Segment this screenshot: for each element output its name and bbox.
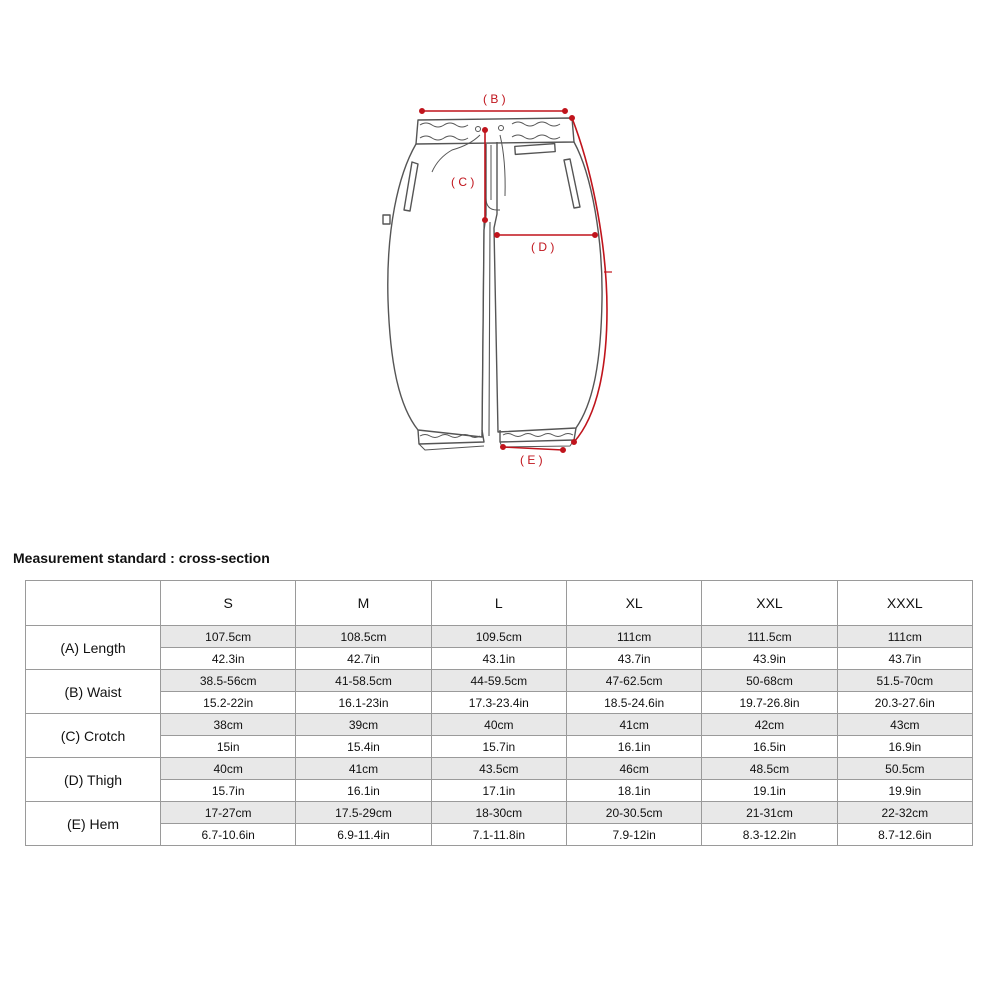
- cell-in: 7.9-12in: [566, 824, 701, 846]
- cell-in: 15.7in: [161, 780, 296, 802]
- cell-in: 16.9in: [837, 736, 972, 758]
- coin-pocket: [515, 144, 555, 155]
- cell-cm: 38.5-56cm: [161, 670, 296, 692]
- cell-in: 19.7-26.8in: [702, 692, 837, 714]
- cell-in: 43.7in: [566, 648, 701, 670]
- cell-cm: 109.5cm: [431, 626, 566, 648]
- cell-in: 43.9in: [702, 648, 837, 670]
- cell-cm: 50-68cm: [702, 670, 837, 692]
- cell-cm: 41-58.5cm: [296, 670, 431, 692]
- cell-in: 20.3-27.6in: [837, 692, 972, 714]
- cell-in: 15.7in: [431, 736, 566, 758]
- table-row: [26, 692, 973, 714]
- cell-in: 16.1-23in: [296, 692, 431, 714]
- corner-cell: [26, 581, 161, 626]
- cell-in: 19.9in: [837, 780, 972, 802]
- cell-cm: 111cm: [837, 626, 972, 648]
- cell-in: 8.3-12.2in: [702, 824, 837, 846]
- cell-in: 19.1in: [702, 780, 837, 802]
- pants-outline: [383, 118, 602, 450]
- table-row: [26, 714, 973, 736]
- right-leg: [494, 142, 602, 432]
- left-side-pocket: [404, 162, 418, 211]
- row-label-length: (A) Length: [26, 626, 161, 670]
- table-row: [26, 626, 973, 648]
- size-chart-table: [25, 580, 973, 846]
- measurement-caption: Measurement standard : cross-section: [13, 550, 270, 566]
- cell-in: 7.1-11.8in: [431, 824, 566, 846]
- cell-cm: 44-59.5cm: [431, 670, 566, 692]
- cell-cm: 17-27cm: [161, 802, 296, 824]
- cell-cm: 22-32cm: [837, 802, 972, 824]
- cell-cm: 40cm: [431, 714, 566, 736]
- row-label-hem: (E) Hem: [26, 802, 161, 846]
- cell-in: 42.7in: [296, 648, 431, 670]
- row-label-crotch: (C) Crotch: [26, 714, 161, 758]
- table-row: [26, 736, 973, 758]
- measurement-lines: [420, 109, 612, 452]
- cell-cm: 50.5cm: [837, 758, 972, 780]
- cell-in: 16.5in: [702, 736, 837, 758]
- table-row: [26, 648, 973, 670]
- right-side-pocket: [564, 159, 580, 208]
- cell-cm: 111cm: [566, 626, 701, 648]
- cell-cm: 107.5cm: [161, 626, 296, 648]
- table-row: [26, 824, 973, 846]
- cell-in: 43.1in: [431, 648, 566, 670]
- cell-in: 15.2-22in: [161, 692, 296, 714]
- drawstring: [432, 135, 480, 172]
- size-header-row: [26, 581, 973, 626]
- label-e: ( E ): [520, 453, 543, 467]
- table-row: [26, 758, 973, 780]
- cell-in: 15.4in: [296, 736, 431, 758]
- cell-cm: 21-31cm: [702, 802, 837, 824]
- cell-cm: 41cm: [566, 714, 701, 736]
- cell-in: 18.5-24.6in: [566, 692, 701, 714]
- cell-in: 17.3-23.4in: [431, 692, 566, 714]
- cell-in: 8.7-12.6in: [837, 824, 972, 846]
- cell-cm: 18-30cm: [431, 802, 566, 824]
- cell-in: 43.7in: [837, 648, 972, 670]
- size-header: XXL: [702, 581, 837, 626]
- label-c: ( C ): [451, 175, 475, 189]
- cell-in: 15in: [161, 736, 296, 758]
- label-d: ( D ): [531, 240, 555, 254]
- cell-in: 18.1in: [566, 780, 701, 802]
- cell-cm: 39cm: [296, 714, 431, 736]
- cell-cm: 38cm: [161, 714, 296, 736]
- cell-in: 17.1in: [431, 780, 566, 802]
- cell-cm: 47-62.5cm: [566, 670, 701, 692]
- row-label-thigh: (D) Thigh: [26, 758, 161, 802]
- label-b: ( B ): [483, 92, 506, 106]
- cell-cm: 43.5cm: [431, 758, 566, 780]
- size-header: XXXL: [837, 581, 972, 626]
- size-header: XL: [566, 581, 701, 626]
- row-label-waist: (B) Waist: [26, 670, 161, 714]
- cell-cm: 43cm: [837, 714, 972, 736]
- cell-cm: 41cm: [296, 758, 431, 780]
- cell-cm: 40cm: [161, 758, 296, 780]
- cell-in: 6.7-10.6in: [161, 824, 296, 846]
- cell-in: 16.1in: [566, 736, 701, 758]
- table-row: [26, 670, 973, 692]
- table-row: [26, 780, 973, 802]
- cell-cm: 42cm: [702, 714, 837, 736]
- cell-cm: 46cm: [566, 758, 701, 780]
- cell-in: 6.9-11.4in: [296, 824, 431, 846]
- cell-cm: 51.5-70cm: [837, 670, 972, 692]
- size-header: L: [431, 581, 566, 626]
- cell-cm: 108.5cm: [296, 626, 431, 648]
- cell-cm: 111.5cm: [702, 626, 837, 648]
- size-header: S: [161, 581, 296, 626]
- cell-cm: 20-30.5cm: [566, 802, 701, 824]
- cell-cm: 17.5-29cm: [296, 802, 431, 824]
- side-tab: [383, 215, 390, 224]
- cell-in: 42.3in: [161, 648, 296, 670]
- table-row: [26, 802, 973, 824]
- size-header: M: [296, 581, 431, 626]
- cell-cm: 48.5cm: [702, 758, 837, 780]
- cell-in: 16.1in: [296, 780, 431, 802]
